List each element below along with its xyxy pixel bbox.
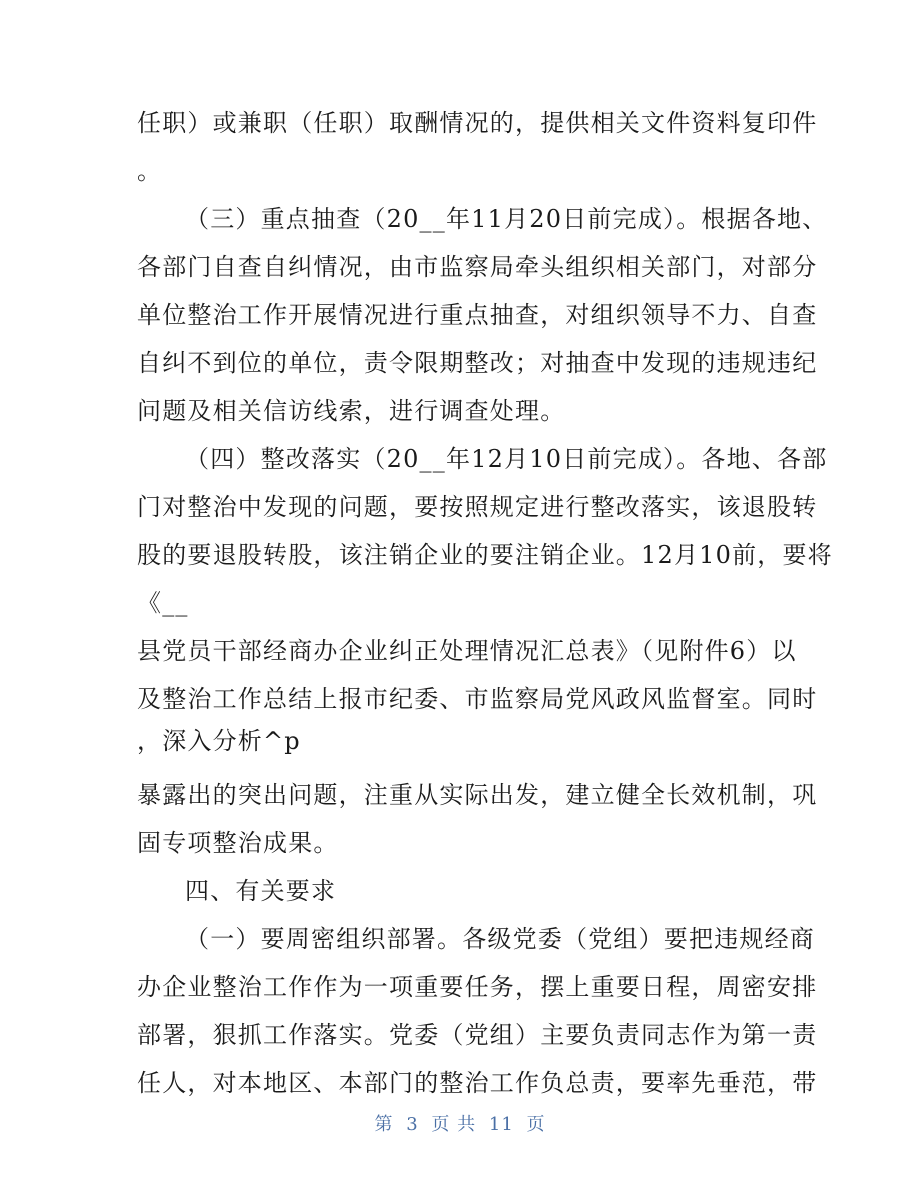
footer-middle: 页 共: [431, 1114, 477, 1135]
text-line: 固专项整治成果。: [137, 829, 339, 857]
text-line: 任人，对本地区、本部门的整治工作负总责，要率先垂范，带: [137, 1069, 818, 1097]
text-line: 县党员干部经商办企业纠正处理情况汇总表》（见附件6）以: [137, 637, 797, 665]
text-line: 单位整治工作开展情况进行重点抽查，对组织领导不力、自查: [137, 301, 818, 329]
text-line: 各部门自查自纠情况，由市监察局牵头组织相关部门，对部分: [137, 253, 818, 281]
text-line: 《__: [137, 589, 189, 617]
text-line: 暴露出的突出问题，注重从实际出发，建立健全长效机制，巩: [137, 781, 818, 809]
paragraph-start-line: （四）整改落实（20__年12月10日前完成）。各地、各部: [185, 445, 828, 473]
section-heading: 四、有关要求: [185, 877, 337, 905]
text-line: 门对整治中发现的问题，要按照规定进行整改落实，该退股转: [137, 493, 818, 521]
text-line: 任职）或兼职（任职）取酬情况的，提供相关文件资料复印件: [137, 109, 818, 137]
text-line: 股的要退股转股，该注销企业的要注销企业。12月10前，要将: [137, 541, 833, 569]
footer-current-page: 3: [406, 1114, 419, 1135]
page-footer: [0, 1113, 920, 1137]
text-line: 。: [137, 157, 163, 185]
text-line: 问题及相关信访线索，进行调查处理。: [137, 397, 566, 425]
paragraph-start-line: （三）重点抽查（20__年11月20日前完成）。根据各地、: [185, 205, 828, 233]
footer-total-pages: 11: [488, 1114, 514, 1135]
paragraph-start-line: （一）要周密组织部署。各级党委（党组）要把违规经商: [185, 925, 815, 953]
text-line: 自纠不到位的单位，责令限期整改；对抽查中发现的违规违纪: [137, 349, 818, 377]
text-line: 部署，狠抓工作落实。党委（党组）主要负责同志作为第一责: [137, 1021, 818, 1049]
text-line: 办企业整治工作作为一项重要任务，摆上重要日程，周密安排: [137, 973, 818, 1001]
text-line: 及整治工作总结上报市纪委、市监察局党风政风监督室。同时: [137, 685, 818, 713]
footer-prefix: 第: [374, 1114, 394, 1135]
text-line: ，深入分析^p: [137, 727, 301, 755]
footer-suffix: 页: [526, 1114, 546, 1135]
